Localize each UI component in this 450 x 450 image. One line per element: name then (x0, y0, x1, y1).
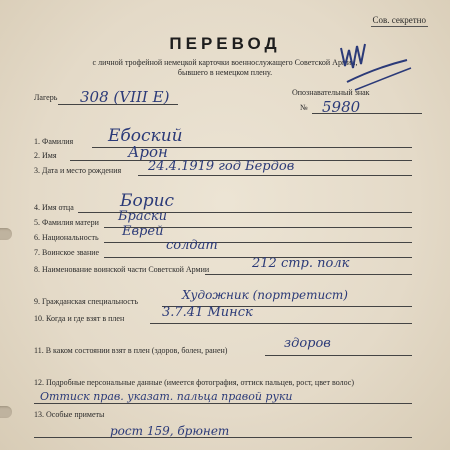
id-number-sign: № (300, 103, 308, 112)
field-10-value: 3.7.41 Минск (162, 305, 253, 320)
document-title: ПЕРЕВОД (169, 34, 281, 53)
field-5-label: 5. Фамилия матери (34, 218, 99, 227)
field-2-value: Арон (128, 143, 168, 161)
field-4-label: 4. Имя отца (34, 203, 74, 212)
camp-value: 308 (VIII E) (80, 88, 170, 106)
field-3-label: 3. Дата и место рождения (34, 166, 122, 175)
subtitle-line-1: с личной трофейной немецкой карточки военнослужащего Советской Армии, (92, 58, 358, 67)
field-7-label: 7. Воинское звание (34, 248, 100, 257)
field-4-value: Борис (120, 191, 175, 211)
field-5-value: Браски (118, 209, 168, 224)
field-8-label: 8. Наименование воинской части Советской Армии (34, 265, 210, 274)
camp-label: Лагерь (34, 93, 58, 102)
field-10-label: 10. Когда и где взят в плен (34, 314, 125, 323)
field-2-label: 2. Имя (34, 151, 57, 160)
field-8-value: 212 стр. полк (252, 256, 350, 271)
field-1-value: Ебоский (108, 126, 183, 146)
field-6-underline (104, 242, 412, 243)
binder-hole-bottom (0, 406, 12, 418)
subtitle-line-2: бывшего в немецком плену. (177, 68, 273, 77)
field-7-value: солдат (166, 238, 218, 253)
classification-stamp: Сов. секретно (372, 15, 426, 25)
field-11-value: здоров (284, 336, 331, 351)
field-11-label: 11. В каком состоянии взят в плен (здоров, болен, ранен) (34, 346, 228, 355)
id-mark-label: Опознавательный знак (292, 88, 370, 97)
id-value: 5980 (322, 98, 361, 116)
field-9-label: 9. Гражданская специальность (34, 297, 139, 306)
field-8-underline (205, 274, 412, 275)
binder-hole-top (0, 228, 12, 240)
field-9-value: Художник (портретист) (182, 288, 348, 302)
field-12-underline (34, 403, 412, 404)
field-12-label: 12. Подробные персональные данные (имеется фотография, оттиск пальцев, рост, цвет волос) (34, 378, 354, 387)
field-3-underline (138, 175, 412, 176)
field-12-value: Оттиск прав. указат. пальца правой руки (40, 390, 293, 403)
field-13-label: 13. Особые приметы (34, 410, 105, 419)
field-6-label: 6. Национальность (34, 233, 99, 242)
field-11-underline (265, 355, 412, 356)
field-3-value: 24.4.1919 год Бердов (148, 159, 295, 174)
field-1-label: 1. Фамилия (34, 137, 74, 146)
field-10-underline (150, 323, 412, 324)
field-13-value: рост 159, брюнет (110, 424, 230, 438)
field-6-value: Еврей (122, 224, 164, 239)
